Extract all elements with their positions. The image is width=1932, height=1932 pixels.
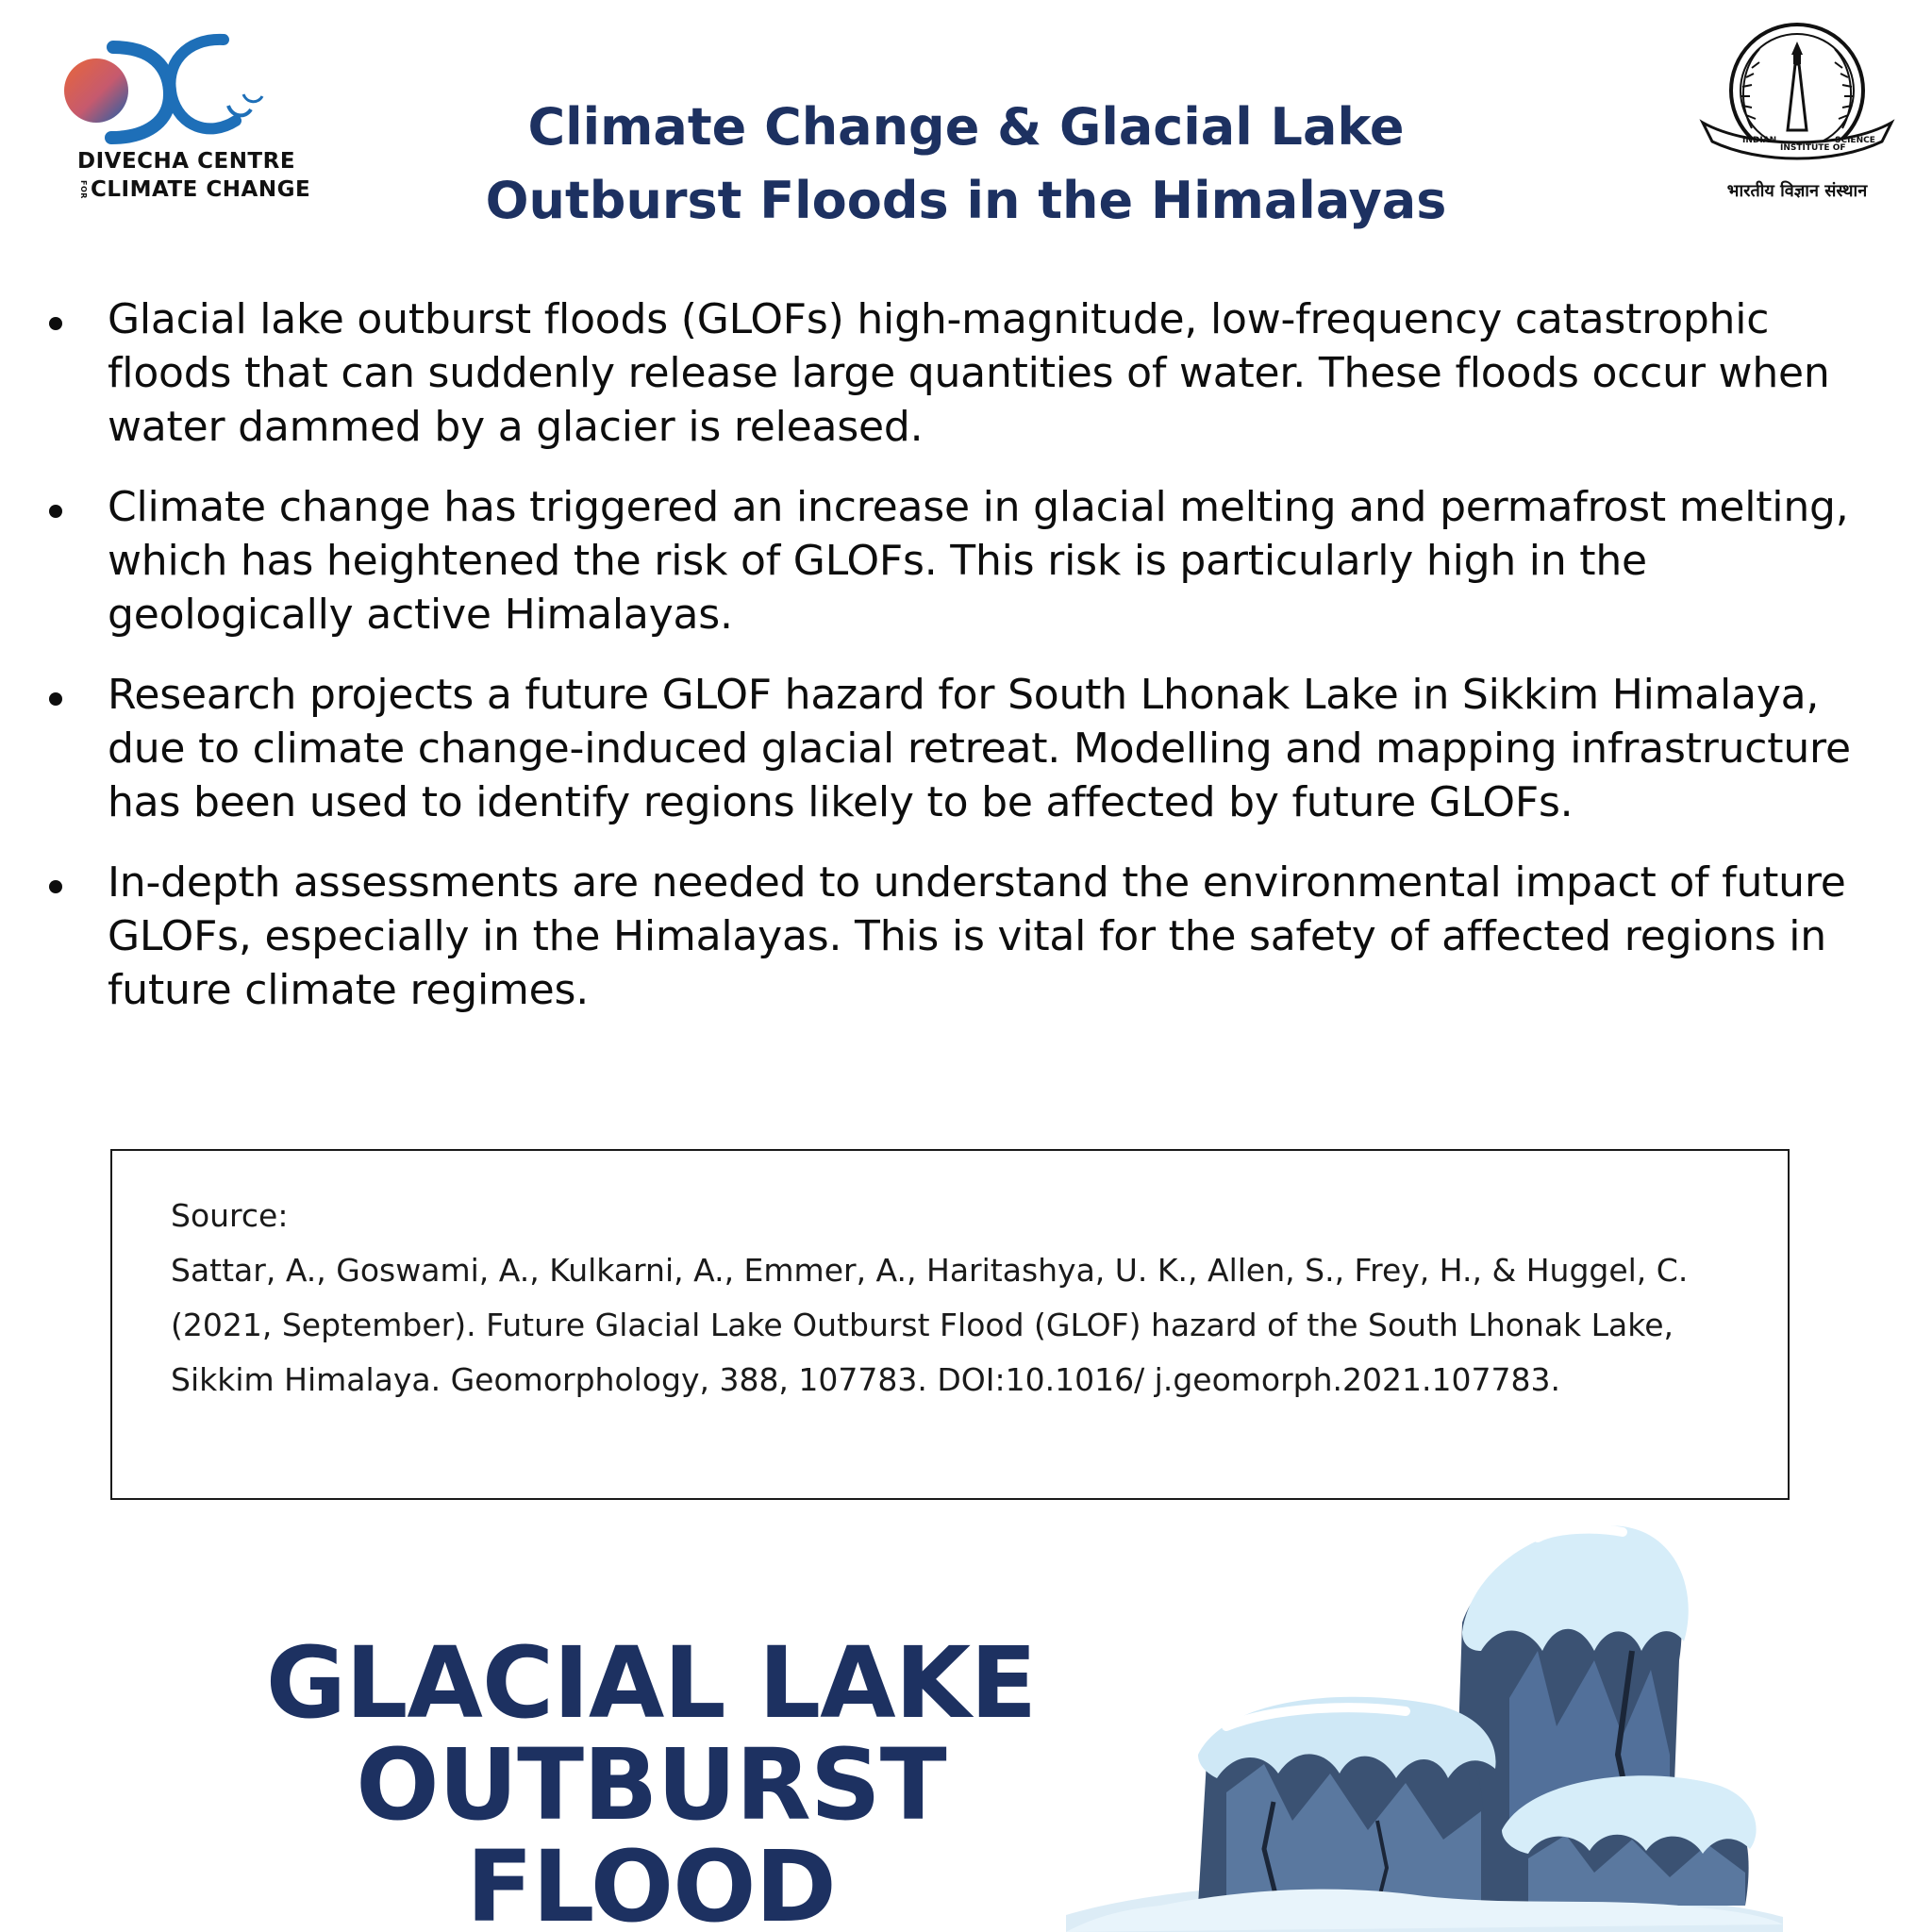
svg-text:INDIAN: INDIAN <box>1742 136 1777 145</box>
iisc-emblem-logo <box>1693 17 1901 206</box>
bullet-text: In-depth assessments are needed to understand the environmental impact of future GLOFs, especially in the Himalayas. This is vital for the safety of affected regions in future climate regimes. <box>108 858 1846 1014</box>
org-name-line2-wrapper <box>77 175 310 204</box>
source-citation: Sattar, A., Goswami, A., Kulkarni, A., Emmer, A., Haritashya, U. K., Allen, S., Frey, H., & Huggel, C. (2021, September). Future Glacial Lake Outburst Flood (GLOF) hazard of the South Lhonak Lake, Sikkim Himalaya. Geomorphology, 388, 107783. DOI:10.1016/ j.geomorph.2021.107783. <box>171 1252 1689 1398</box>
bullet-item <box>45 856 1894 1017</box>
source-box <box>110 1149 1790 1500</box>
page-title-line2: Outburst Floods in the Himalayas <box>485 171 1447 230</box>
glof-banner-title <box>179 1625 1123 1932</box>
bullet-item <box>45 668 1894 829</box>
org-name-line1: DIVECHA CENTRE <box>77 149 296 174</box>
svg-text:SCIENCE: SCIENCE <box>1835 136 1875 145</box>
banner-line1: GLACIAL LAKE <box>265 1625 1037 1740</box>
bullet-text: Climate change has triggered an increase in glacial melting and permafrost melting, which has heightened the risk of GLOFs. This risk is particularly high in the geologically active Himalayas. <box>108 483 1849 639</box>
svg-text:INSTITUTE OF: INSTITUTE OF <box>1780 143 1846 153</box>
iisc-emblem-icon <box>1693 17 1901 182</box>
org-for-word: FOR <box>79 180 88 199</box>
divecha-logo-icon <box>58 26 275 149</box>
divecha-centre-logo <box>58 26 311 206</box>
bullet-text: Glacial lake outburst floods (GLOFs) high-magnitude, low-frequency catastrophic floods that can suddenly release large quantities of water. These floods occur when water dammed by a glacier is released. <box>108 295 1830 451</box>
bullet-dot-icon <box>49 692 62 706</box>
page-title-line1: Climate Change & Glacial Lake <box>527 97 1405 157</box>
snow-covered-glacier-illustration <box>1066 1509 1783 1932</box>
iisc-hindi-name: भारतीय विज्ञान संस्थान <box>1726 181 1868 201</box>
bullet-item <box>45 480 1894 641</box>
bullet-text: Research projects a future GLOF hazard for South Lhonak Lake in Sikkim Himalaya, due to climate change-induced glacial retreat. Modelling and mapping infrastructure has been used to identify regions likely to be affected by future GLOFs. <box>108 671 1851 826</box>
bullet-item <box>45 292 1894 454</box>
banner-line2: OUTBURST FLOOD <box>356 1727 946 1932</box>
bullet-list <box>45 292 1894 1043</box>
org-name-line2: CLIMATE CHANGE <box>91 177 311 202</box>
page-title <box>321 91 1611 238</box>
source-label: Source: <box>171 1197 289 1234</box>
bullet-dot-icon <box>49 505 62 518</box>
bullet-dot-icon <box>49 317 62 330</box>
divecha-centre-name <box>77 147 310 204</box>
bullet-dot-icon <box>49 880 62 893</box>
